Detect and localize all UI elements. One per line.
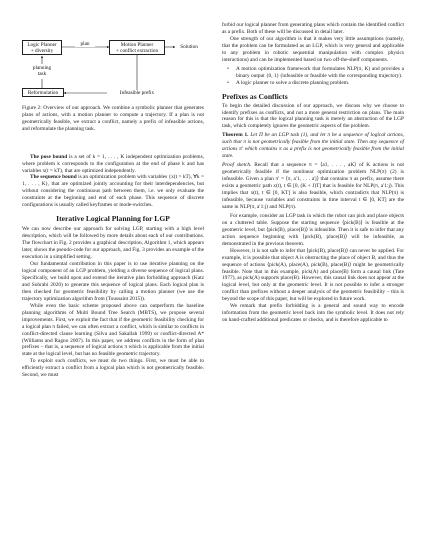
strength-paragraph: One strength of our algorithm is that it makes very little assumptions (namely, that the problem can be formulated as an LGP, which is very general and applicable to any problem in robotic sequential manipulation with complex physics interactions) and can be implemented based on two off-the-shelf components. — [222, 35, 404, 63]
solution-node: Solution — [180, 44, 198, 50]
sequence-bound-paragraph — [22, 174, 204, 209]
pose-bound-text: is a set of k = 1, . . . , K independent optimization problems, where problem k corresponds to the configuration at the end of phase k and has variables x(t = kT), that are optimized independently. — [22, 153, 204, 174]
exploit-conflicts-paragraph: To exploit such conflicts, we must do two things. First, we must be able to efficiently extract a conflict from a logical plan which is not geometrically feasible. Second, we must — [22, 358, 204, 379]
left-column — [22, 22, 204, 379]
infeasible-prefix-node: Infeasible prefix — [119, 90, 155, 96]
example-paragraph: For example, consider an LGP task in which the robot can pick and place objects on a cluttered table. Suppose the starting sequence ⟨pick(B)⟩ is feasible at the geometric level, but ⟨pick(B), place(B)⟩ is infeasible. Then it is safe to infer that any action sequence beginning with ⟨pick(B), place(B)⟩ will be infeasible, as demonstrated in the previous theorem. — [222, 212, 404, 247]
motion-planner-label: Motion Planner — [120, 41, 154, 48]
proof-sketch — [222, 162, 404, 211]
list-item — [222, 80, 404, 87]
sequence-bound-term: The sequence bound — [30, 174, 77, 181]
planning-task-line-2: task — [37, 71, 47, 77]
sequence-bound-text: is an optimization problem with variables {x(t = kT), ∀k = 1, . . . , K}, that are optimized jointly accounting for their interdependencies, but without considering the continuous path between them, i.e. we only evaluate the constraints at the beginning and end of each phase. This sequence of discrete configurations is usually called keyframes or mode-switches. — [22, 174, 204, 209]
pose-bound-term: The pose bound — [30, 153, 68, 160]
bullet-icon: • — [227, 79, 229, 86]
planning-task-line-1: planning — [32, 65, 52, 71]
right-column — [222, 22, 404, 324]
proof-text: Recall that a sequence π = ⟨a1, . . . , aK⟩ of K actions is not geometrically feasible if the nonlinear optimization problem NLP(π) (2) is infeasible. Given a plan π′ = ⟨π, a′1, . . . a′j⟩ that contains π as prefix, assume there exists a geometric path x(t), t ∈ [0, (K + J)T] that is feasible for NLP(π, a′1:j). This implies that x(t), t ∈ [0, KT] is also feasible, which contradicts that NLP(π) is infeasible, because variables and constraints in time interval t ∈ [0, KT] are the same in NLP(π, a′1:j) and NLP(π). — [222, 162, 404, 210]
contribution-paragraph: Our fundamental contribution in this paper is to use iterative planning on the logical component of an LGP problem, yielding a diverse sequence of logical plans. Specifically, we build upon and extend the iterative plan forbidding approach (Katz and Sohrabi 2020) to generate this sequence of logical plans. Each logical plan is then checked for geometric feasibility by calling a motion planner (we use the trajectory optimization algorithm from (Toussaint 2015)). — [22, 261, 204, 302]
section-heading-prefixes: Prefixes as Conflicts — [222, 91, 288, 101]
proof-label: Proof sketch. — [222, 162, 252, 169]
remark-paragraph: We remark that prefix forbidding is a general and sound way to encode information from the geometric level back into the symbolic level. It does not rely on hand-crafted additional predicates or checks, and is therefore applicable to — [222, 303, 404, 324]
list-item-text: A logic planner to solve a discrete planning problem. — [236, 79, 350, 86]
figure-caption: Figure 2: Overview of our approach. We combine a symbolic planner that generates plans of actions, with a motion planner to compute a trajectory. If a plan is not geometrically feasible, we extract a conflict, namely a prefix of infeasible actions, and reformulate the planning task. — [22, 105, 204, 132]
logic-planner-node — [22, 40, 62, 55]
bullet-icon: • — [227, 65, 229, 72]
logic-planner-label: Logic Planner — [27, 41, 57, 48]
section-heading-iterative: Iterative Logical Planning for LGP — [56, 214, 170, 224]
forbid-paragraph: forbid our logical planner from generating plans which contain the identified conflict as a prefix. Both of these will be discussed in detail later. — [222, 22, 404, 35]
list-item-text: A motion optimization framework that formulates NLP(π, K) and provides a binary output {0, 1} (infeasible or feasible with the corresponding trajectory). — [236, 65, 404, 79]
plan-edge-label: plan — [75, 41, 95, 47]
planning-task-node — [30, 65, 54, 77]
however-paragraph: However, it is not safe to infer that ⟨pick(B), place(B)⟩ can never be applied. For example, it is possible that object A is obstructing the place of object B, and thus the sequence of actions ⟨pick(A), place(A), pick(B), place(B)⟩ might be geometrically feasible. Note that in this example, pick(A) and place(B) form a causal link (Tate 1977), as pick(A) supports place(B). However, this causal link does not appear at the logical level, but only at the geometric level. It is not possible to infer a stronger conflict than prefixes without a deeper analysis of the geometric feasibility – this is beyond the scope of this paper, but will be explored in future work. — [222, 247, 404, 303]
approach-overview-paragraph: We can now describe our approach for solving LGP, starting with a high level description, which will be followed by more details about each of our contributions. The flowchart in Fig. 2 provides a graphical description, Algorithm 1, which appears later, shows the pseudo-code for our approach, and Fig. 3 provides an example of the execution in a simplified setting. — [22, 226, 204, 261]
components-list — [222, 66, 404, 87]
theorem-statement: Let Π be an LGP task (1), and let π be a sequence of logical actions, such that π is not geometrically feasible from the initial state. Then any sequence of actions π′ which contains π as a prefix is not geometrically feasible from the initial state. — [222, 132, 404, 160]
reformulation-node: Reformulation — [22, 88, 64, 97]
motion-planner-sublabel: + conflict extraction — [115, 47, 159, 54]
improvements-paragraph: While even the basic scheme proposed above can outperform the baseline planning algorithms of Multi Bound Tree Search (MBTS), we propose several improvements. First, we exploit the fact that if the geometric feasibility checking for a logical plan π failed, we can often extract a conflict, which is similar to conflicts in conflict-directed clause learning (Silva and Sakallah 1999) or conflict-directed A* (Williams and Ragno 2007). In this paper, we address conflicts in the form of plan prefixes – that is, a sequence of logical actions π which is applicable from the initial state at the logical level, but has no feasible geometric trajectory. — [22, 302, 204, 358]
logic-planner-sublabel: + diversity — [30, 47, 54, 54]
motion-planner-node — [109, 40, 165, 55]
list-item — [222, 66, 404, 80]
theorem-1 — [222, 132, 404, 160]
prefix-reason-paragraph: To begin the detailed discussion of our approach, we discuss why we choose to identify prefixes as conflicts, and not a more general restriction on plans. The main reason for this is that the logical planning task is merely an abstraction of the LGP task, which completely ignores the geometric aspects of the problem. — [222, 102, 404, 130]
approach-flowchart — [22, 22, 204, 100]
pose-bound-paragraph — [22, 154, 204, 175]
theorem-label: Theorem 1. — [222, 132, 249, 139]
